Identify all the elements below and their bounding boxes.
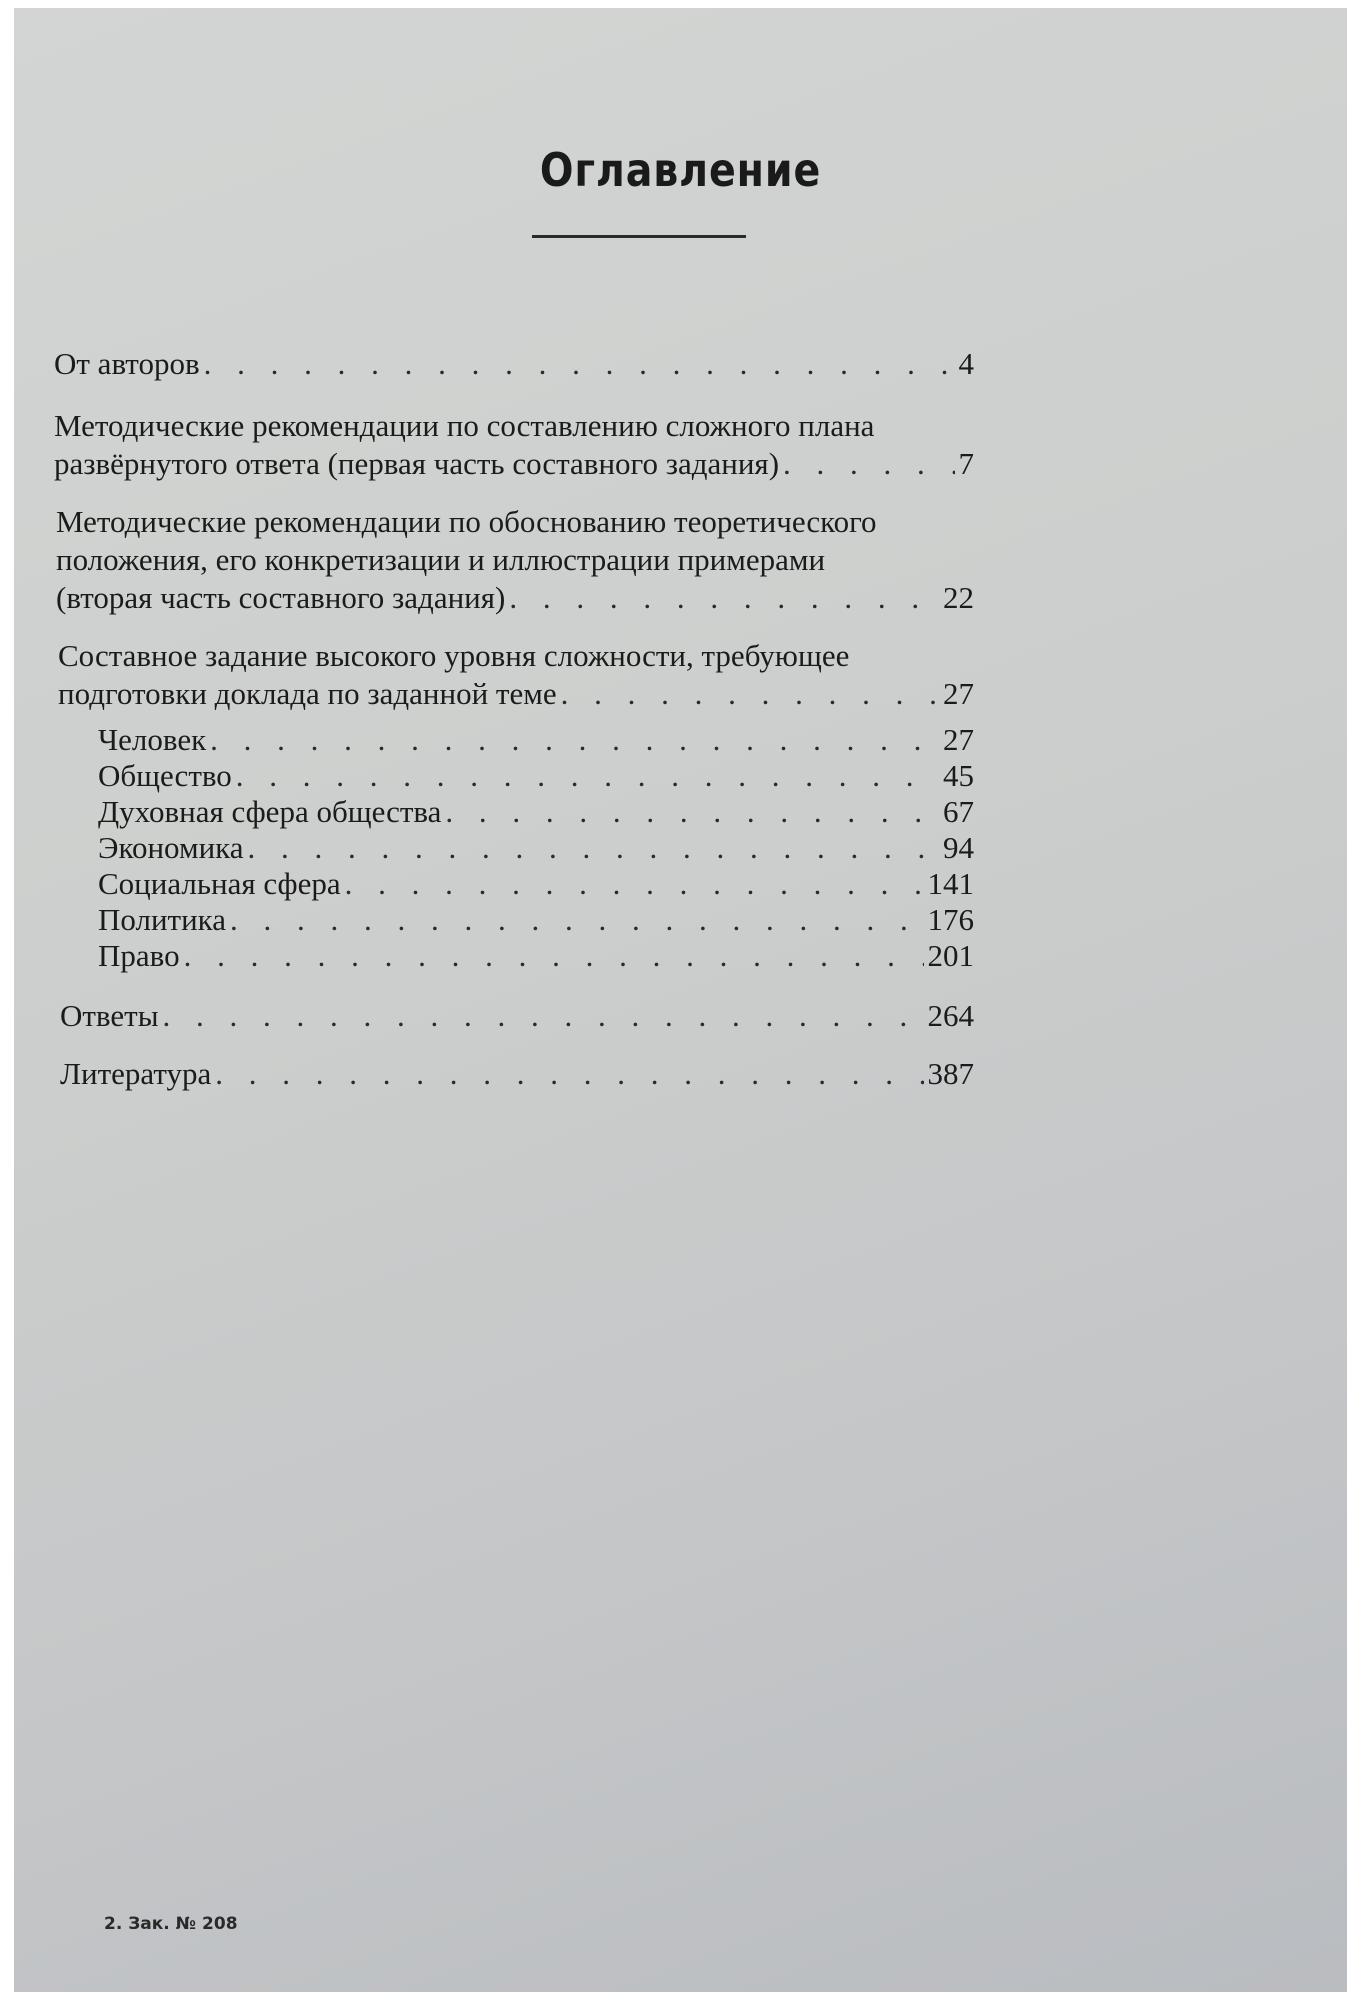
dot-leader (204, 344, 955, 384)
toc-subentry (98, 756, 974, 796)
toc-entry-label: Литература (60, 1056, 212, 1091)
toc-entry-label: От авторов (54, 346, 200, 381)
toc-entry-page: 67 (943, 794, 974, 829)
toc-entry-label: (вторая часть составного задания) (56, 580, 506, 615)
page-title: Оглавление (539, 143, 822, 197)
title-underline (532, 235, 746, 238)
toc-entry-plan-line1: Методические рекомендации по составлению сложного плана (54, 408, 875, 443)
toc-entry-page: 27 (943, 722, 974, 757)
toc-entry-page: 141 (927, 866, 974, 901)
toc-subentry (98, 792, 974, 832)
toc-entry-label: Человек (98, 722, 207, 757)
toc-entry-label: Духовная сфера общества (98, 794, 442, 829)
toc-entry-label: Право (98, 938, 180, 973)
toc-entry-theory-line2: положения, его конкретизации и иллюстрации примерами (56, 542, 826, 577)
dot-leader (345, 864, 924, 904)
book-page (14, 8, 1347, 1992)
toc-subentry (98, 900, 974, 940)
toc-entry-label: подготовки доклада по заданной теме (58, 676, 557, 711)
toc-entry-page: 45 (943, 758, 974, 793)
toc-entry-page: 201 (927, 938, 974, 973)
toc-entry-theory (56, 578, 974, 618)
dot-leader (184, 936, 924, 976)
dot-leader (230, 900, 923, 940)
toc-entry-page: 7 (958, 446, 974, 481)
toc-entry-page: 176 (927, 902, 974, 937)
toc-entry-page: 4 (958, 346, 974, 381)
toc-entry-label: Экономика (98, 830, 244, 865)
dot-leader (509, 578, 939, 618)
toc-entry-plan (54, 444, 974, 484)
toc-entry-composite-line1: Составное задание высокого уровня сложности, требующее (58, 638, 850, 673)
toc-entry-label: развёрнутого ответа (первая часть составного задания) (54, 446, 780, 481)
toc-entry-label: Политика (98, 902, 227, 937)
toc-entry-authors (54, 344, 974, 384)
dot-leader (445, 792, 939, 832)
dot-leader (215, 1054, 923, 1094)
dot-leader (163, 996, 924, 1036)
toc-entry-literature (60, 1054, 974, 1094)
dot-leader (210, 720, 939, 760)
dot-leader (561, 674, 939, 714)
toc-entry-page: 387 (927, 1056, 974, 1091)
toc-entry-label: Общество (98, 758, 232, 793)
toc-entry-page: 22 (943, 580, 974, 615)
dot-leader (783, 444, 954, 484)
toc-entry-answers (60, 996, 974, 1036)
printer-imprint: 2. Зак. № 208 (104, 1914, 238, 1934)
toc-subentry (98, 864, 974, 904)
toc-entry-label: Социальная сфера (98, 866, 341, 901)
toc-entry-theory-line1: Методические рекомендации по обоснованию теоретического (56, 504, 877, 539)
toc-subentry (98, 828, 974, 868)
dot-leader (248, 828, 939, 868)
toc-subentry (98, 936, 974, 976)
toc-entry-page: 27 (943, 676, 974, 711)
toc-subentry (98, 720, 974, 760)
dot-leader (236, 756, 939, 796)
toc-entry-page: 94 (943, 830, 974, 865)
toc-entry-label: Ответы (60, 998, 159, 1033)
toc-entry-page: 264 (927, 998, 974, 1033)
toc-entry-composite (58, 674, 974, 714)
